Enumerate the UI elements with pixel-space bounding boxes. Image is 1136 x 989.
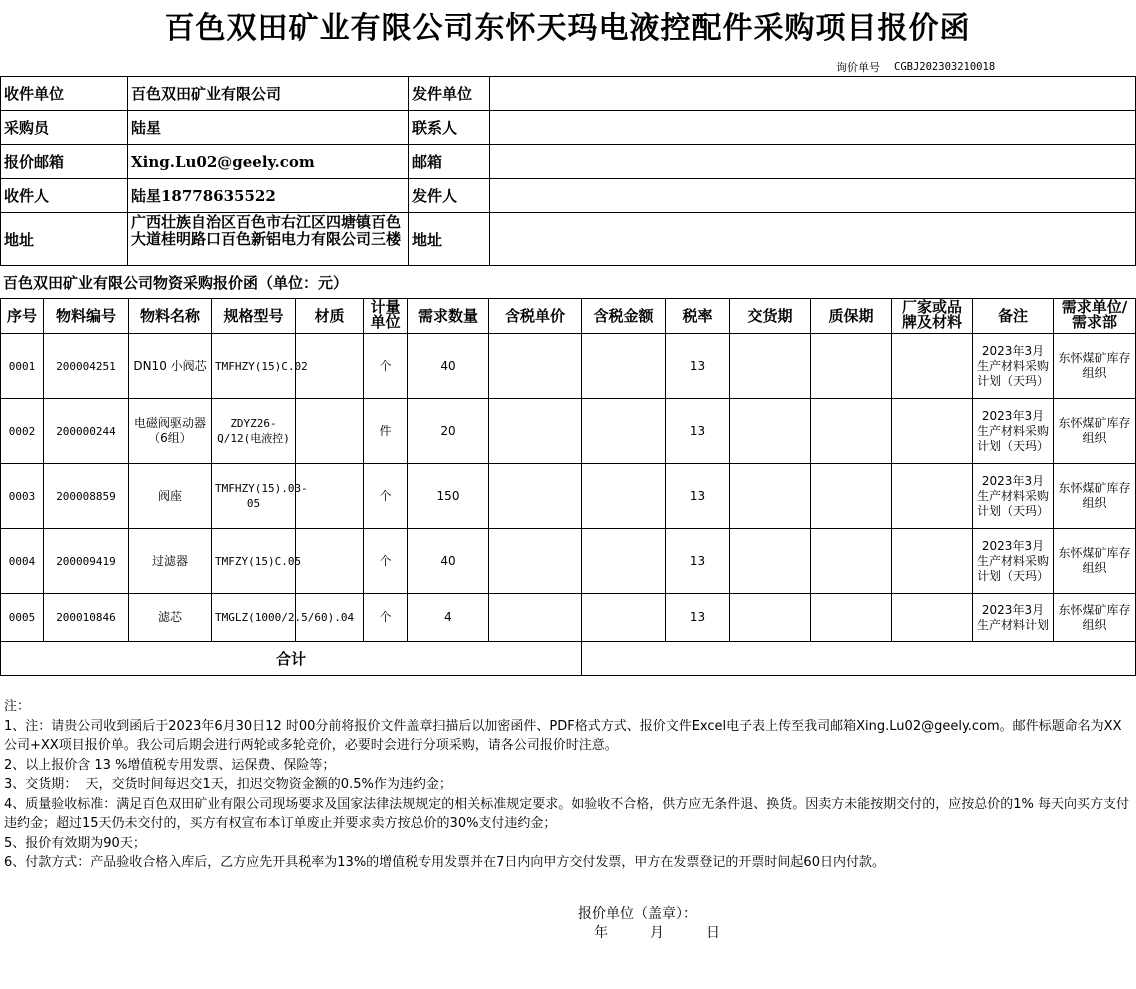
row-unit-price[interactable] bbox=[489, 464, 582, 529]
buyer-value[interactable]: 陆星 bbox=[128, 111, 409, 145]
row-amount[interactable] bbox=[582, 594, 666, 642]
row-no: 0005 bbox=[1, 594, 44, 642]
row-material-name: DN10 小阀芯 bbox=[129, 334, 212, 399]
row-amount[interactable] bbox=[582, 529, 666, 594]
row-warranty[interactable] bbox=[811, 334, 892, 399]
table-row bbox=[1, 334, 1136, 399]
note-line: 1、注：请贵公司收到函后于2023年6月30日12 时00分前将报价文件盖章扫描后以加密函件、PDF格式方式、报价文件Excel电子表上传至我司邮箱Xing.Lu02@geely.com。邮件标题命名为XX公司+XX项目报价单。我公司后期会进行两轮或多轮竞价，必要时会进行分项采购，请各公司报价时注意。 bbox=[4, 718, 1122, 753]
address-value[interactable] bbox=[128, 213, 409, 266]
receiver-unit-label: 收件单位 bbox=[1, 77, 128, 111]
row-qty: 150 bbox=[408, 464, 489, 529]
table-header-row bbox=[1, 299, 1136, 334]
note-line: 4、质量验收标准：满足百色双田矿业有限公司现场要求及国家法律法规规定的相关标准规定要求。如验收不合格，供方应无条件退、换货。因卖方未能按期交付的，应按总价的1% 每天向买方支付违约金；超过15天仍未交付的，买方有权宣布本订单废止并要求卖方按总价的30%支付违约金； bbox=[4, 796, 1130, 831]
row-dept: 东怀煤矿库存组织 bbox=[1054, 334, 1136, 399]
row-amount[interactable] bbox=[582, 464, 666, 529]
row-unit: 件 bbox=[364, 399, 408, 464]
row-remark: 2023年3月生产材料采购计划（天玛） bbox=[973, 399, 1054, 464]
row-material-name: 过滤器 bbox=[129, 529, 212, 594]
row-amount[interactable] bbox=[582, 334, 666, 399]
email-value[interactable] bbox=[490, 145, 1136, 179]
col-header-text: 厂家或品牌及材料 bbox=[901, 297, 962, 331]
row-material[interactable] bbox=[296, 399, 364, 464]
col-header: 税率 bbox=[666, 299, 730, 334]
col-header bbox=[364, 299, 408, 334]
row-amount[interactable] bbox=[582, 399, 666, 464]
recipient-label: 收件人 bbox=[1, 179, 128, 213]
col-header bbox=[1054, 299, 1136, 334]
col-header: 物料编号 bbox=[44, 299, 129, 334]
row-material-name: 电磁阀驱动器（6组） bbox=[129, 399, 212, 464]
row-no: 0002 bbox=[1, 399, 44, 464]
contact-label: 联系人 bbox=[409, 111, 490, 145]
row-unit: 个 bbox=[364, 529, 408, 594]
note-line: 2、以上报价含 13 %增值税专用发票、运保费、保险等； bbox=[4, 757, 336, 773]
row-material[interactable] bbox=[296, 529, 364, 594]
total-row bbox=[1, 642, 1136, 676]
row-brand[interactable] bbox=[892, 594, 973, 642]
row-dept: 东怀煤矿库存组织 bbox=[1054, 594, 1136, 642]
row-unit: 个 bbox=[364, 594, 408, 642]
row-brand[interactable] bbox=[892, 464, 973, 529]
info-table bbox=[0, 76, 1136, 266]
notes-section bbox=[4, 697, 1134, 873]
inquiry-number-label: 询价单号 bbox=[836, 61, 880, 74]
row-qty: 20 bbox=[408, 399, 489, 464]
row-material-name: 滤芯 bbox=[129, 594, 212, 642]
note-line: 5、报价有效期为90天； bbox=[4, 835, 146, 851]
signature-label: 报价单位（盖章）： bbox=[578, 906, 697, 922]
row-qty: 40 bbox=[408, 334, 489, 399]
recipient-value[interactable]: 陆星18778635522 bbox=[128, 179, 409, 213]
row-no: 0004 bbox=[1, 529, 44, 594]
address-text: 广西壮族自治区百色市右江区四塘镇百色大道桂明路口百色新铝电力有限公司三楼 bbox=[131, 213, 402, 248]
row-unit: 个 bbox=[364, 334, 408, 399]
row-delivery[interactable] bbox=[730, 464, 811, 529]
row-material-code: 200008859 bbox=[44, 464, 129, 529]
row-remark: 2023年3月生产材料计划 bbox=[973, 594, 1054, 642]
row-material-code: 200009419 bbox=[44, 529, 129, 594]
col-header: 含税金额 bbox=[582, 299, 666, 334]
row-unit: 个 bbox=[364, 464, 408, 529]
row-no: 0003 bbox=[1, 464, 44, 529]
col-header: 规格型号 bbox=[212, 299, 296, 334]
buyer-label: 采购员 bbox=[1, 111, 128, 145]
row-brand[interactable] bbox=[892, 399, 973, 464]
quote-email-value[interactable]: Xing.Lu02@geely.com bbox=[128, 145, 409, 179]
row-warranty[interactable] bbox=[811, 529, 892, 594]
row-material-code: 200000244 bbox=[44, 399, 129, 464]
row-tax-rate: 13 bbox=[666, 594, 730, 642]
row-material[interactable] bbox=[296, 464, 364, 529]
col-header: 材质 bbox=[296, 299, 364, 334]
row-tax-rate: 13 bbox=[666, 399, 730, 464]
row-tax-rate: 13 bbox=[666, 464, 730, 529]
total-value[interactable] bbox=[582, 642, 1136, 676]
col-header: 交货期 bbox=[730, 299, 811, 334]
col-header: 质保期 bbox=[811, 299, 892, 334]
row-no: 0001 bbox=[1, 334, 44, 399]
email-label: 邮箱 bbox=[409, 145, 490, 179]
row-brand[interactable] bbox=[892, 334, 973, 399]
row-spec: TMFZY(15)C.05 bbox=[212, 529, 296, 594]
col-header bbox=[892, 299, 973, 334]
quote-email-label: 报价邮箱 bbox=[1, 145, 128, 179]
table-row bbox=[1, 399, 1136, 464]
table-row bbox=[1, 594, 1136, 642]
signature-date: 年 月 日 bbox=[594, 925, 720, 941]
row-unit-price[interactable] bbox=[489, 334, 582, 399]
table-row bbox=[1, 464, 1136, 529]
col-header-text: 需求单位/需求部 bbox=[1061, 297, 1128, 331]
page-title: 百色双田矿业有限公司东怀天玛电液控配件采购项目报价函 bbox=[164, 11, 971, 46]
row-warranty[interactable] bbox=[811, 399, 892, 464]
row-dept: 东怀煤矿库存组织 bbox=[1054, 529, 1136, 594]
col-header: 备注 bbox=[973, 299, 1054, 334]
col-header-text: 计量单位 bbox=[370, 297, 401, 331]
col-header: 序号 bbox=[1, 299, 44, 334]
row-tax-rate: 13 bbox=[666, 334, 730, 399]
note-line: 3、交货期： 天，交货时间每迟交1天，扣迟交物资金额的0.5%作为违约金； bbox=[4, 777, 452, 792]
row-qty: 4 bbox=[408, 594, 489, 642]
row-tax-rate: 13 bbox=[666, 529, 730, 594]
row-warranty[interactable] bbox=[811, 464, 892, 529]
col-header: 物料名称 bbox=[129, 299, 212, 334]
table-row bbox=[1, 529, 1136, 594]
items-table bbox=[0, 298, 1136, 676]
row-unit-price[interactable] bbox=[489, 529, 582, 594]
sender-label: 发件人 bbox=[409, 179, 490, 213]
row-material-code: 200004251 bbox=[44, 334, 129, 399]
row-delivery[interactable] bbox=[730, 334, 811, 399]
address2-value[interactable] bbox=[490, 213, 1136, 266]
row-delivery[interactable] bbox=[730, 399, 811, 464]
row-dept: 东怀煤矿库存组织 bbox=[1054, 464, 1136, 529]
row-material-code: 200010846 bbox=[44, 594, 129, 642]
row-delivery[interactable] bbox=[730, 594, 811, 642]
address-label: 地址 bbox=[1, 213, 128, 266]
row-delivery[interactable] bbox=[730, 529, 811, 594]
note-line: 6、付款方式：产品验收合格入库后，乙方应先开具税率为13%的增值税专用发票并在7日内向甲方交付发票，甲方在发票登记的开票时间起60日内付款。 bbox=[4, 855, 885, 870]
row-warranty[interactable] bbox=[811, 594, 892, 642]
row-unit-price[interactable] bbox=[489, 399, 582, 464]
row-spec: TMGLZ(1000/2.5/60).04 bbox=[212, 594, 296, 642]
contact-value[interactable] bbox=[490, 111, 1136, 145]
note-line: 注： bbox=[4, 699, 31, 714]
signature-block bbox=[578, 905, 720, 943]
row-spec: TMFHZY(15)C.02 bbox=[212, 334, 296, 399]
row-brand[interactable] bbox=[892, 529, 973, 594]
total-label: 合计 bbox=[1, 642, 582, 676]
row-remark: 2023年3月生产材料采购计划（天玛） bbox=[973, 464, 1054, 529]
col-header: 含税单价 bbox=[489, 299, 582, 334]
row-spec: ZDYZ26-Q/12(电液控) bbox=[212, 399, 296, 464]
row-qty: 40 bbox=[408, 529, 489, 594]
col-header: 需求数量 bbox=[408, 299, 489, 334]
row-dept: 东怀煤矿库存组织 bbox=[1054, 399, 1136, 464]
address2-label: 地址 bbox=[409, 213, 490, 266]
row-unit-price[interactable] bbox=[489, 594, 582, 642]
sender-value[interactable] bbox=[490, 179, 1136, 213]
sender-unit-value[interactable] bbox=[490, 77, 1136, 111]
row-remark: 2023年3月生产材料采购计划（天玛） bbox=[973, 529, 1054, 594]
table-subtitle: 百色双田矿业有限公司物资采购报价函（单位：元） bbox=[3, 274, 349, 292]
receiver-unit-value[interactable]: 百色双田矿业有限公司 bbox=[128, 77, 409, 111]
inquiry-number-value: CGBJ202303210018 bbox=[894, 61, 996, 73]
row-remark: 2023年3月生产材料采购计划（天玛） bbox=[973, 334, 1054, 399]
sender-unit-label: 发件单位 bbox=[409, 77, 490, 111]
row-spec: TMFHZY(15).03-05 bbox=[212, 464, 296, 529]
row-material-name: 阀座 bbox=[129, 464, 212, 529]
